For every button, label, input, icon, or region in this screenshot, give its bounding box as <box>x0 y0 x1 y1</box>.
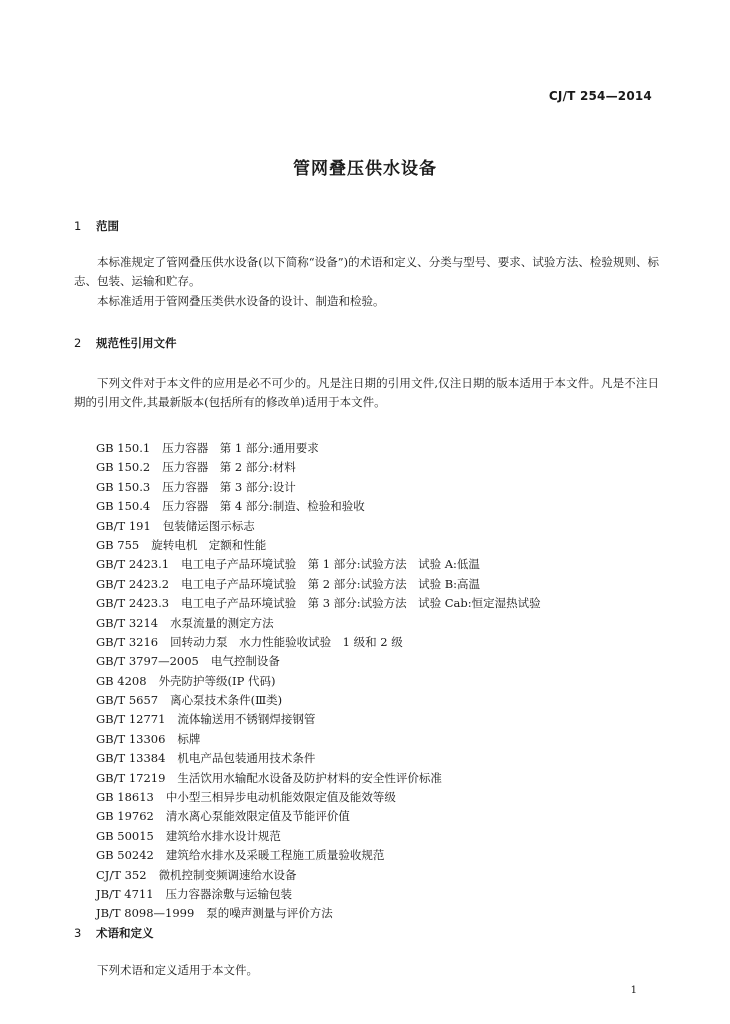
section-1-heading <box>74 218 119 234</box>
reference-code: GB/T 2423.3 <box>96 596 170 611</box>
reference-title: 外壳防护等级(IP 代码) <box>158 673 276 688</box>
reference-code: GB 755 <box>96 537 140 552</box>
reference-code: GB/T 5657 <box>96 693 159 708</box>
reference-title: 电工电子产品环境试验 第 3 部分:试验方法 试验 Cab:恒定湿热试验 <box>181 596 541 611</box>
reference-item <box>96 517 541 536</box>
section-title: 范围 <box>96 219 119 233</box>
reference-code: GB 50242 <box>96 848 154 863</box>
reference-code: GB 150.2 <box>96 460 151 475</box>
reference-code: GB 19762 <box>96 809 154 824</box>
reference-title: 离心泵技术条件(Ⅲ类) <box>170 693 283 708</box>
reference-code: JB/T 4711 <box>96 886 154 901</box>
reference-item <box>96 536 541 555</box>
reference-item <box>96 749 541 768</box>
reference-item <box>96 439 541 458</box>
reference-code: GB/T 12771 <box>96 712 166 727</box>
document-title: 管网叠压供水设备 <box>293 159 437 179</box>
section-2-heading <box>74 335 177 351</box>
reference-item <box>96 710 541 729</box>
section-title: 规范性引用文件 <box>96 336 177 350</box>
reference-item <box>96 652 541 671</box>
reference-code: JB/T 8098—1999 <box>96 906 195 921</box>
reference-title: 标牌 <box>177 731 201 746</box>
reference-title: 中小型三相异步电动机能效限定值及能效等级 <box>165 790 396 805</box>
reference-title: 电气控制设备 <box>210 654 280 669</box>
reference-title: 建筑给水排水及采暖工程施工质量验收规范 <box>165 848 385 863</box>
reference-item <box>96 827 541 846</box>
reference-code: GB/T 191 <box>96 518 151 533</box>
reference-list <box>96 439 541 924</box>
reference-item <box>96 478 541 497</box>
standard-code: CJ/T 254—2014 <box>548 89 652 103</box>
reference-code: GB/T 3214 <box>96 615 159 630</box>
reference-item <box>96 691 541 710</box>
section-number: 2 <box>74 336 82 350</box>
reference-code: GB 150.1 <box>96 441 151 455</box>
reference-title: 微机控制变频调速给水设备 <box>158 867 297 882</box>
reference-item <box>96 730 541 749</box>
reference-title: 电工电子产品环境试验 第 2 部分:试验方法 试验 B:高温 <box>181 576 481 591</box>
reference-code: GB 50015 <box>96 828 154 843</box>
reference-item <box>96 885 541 904</box>
reference-item <box>96 769 541 788</box>
reference-title: 回转动力泵 水力性能验收试验 1 级和 2 级 <box>170 634 403 649</box>
reference-title: 压力容器 第 4 部分:制造、检验和验收 <box>162 499 365 514</box>
section-2-intro: 下列文件对于本文件的应用是必不可少的。凡是注日期的引用文件,仅注日期的版本适用于本文件。凡是不注日期的引用文件,其最新版本(包括所有的修改单)适用于本文件。 <box>74 376 659 409</box>
reference-code: GB/T 2423.2 <box>96 576 170 591</box>
section-3-heading <box>74 925 154 941</box>
reference-title: 包装储运图示标志 <box>162 518 255 533</box>
section-3-intro: 下列术语和定义适用于本文件。 <box>97 963 258 977</box>
section-1-paragraph-2: 本标准适用于管网叠压类供水设备的设计、制造和检验。 <box>97 294 385 308</box>
reference-code: GB/T 3797—2005 <box>96 654 199 669</box>
reference-item <box>96 846 541 865</box>
reference-item <box>96 788 541 807</box>
reference-item <box>96 633 541 652</box>
section-title: 术语和定义 <box>96 926 154 940</box>
reference-title: 压力容器 第 3 部分:设计 <box>162 479 296 494</box>
reference-item <box>96 614 541 633</box>
reference-item <box>96 807 541 826</box>
reference-title: 旋转电机 定额和性能 <box>151 537 267 552</box>
reference-item <box>96 672 541 691</box>
reference-title: 清水离心泵能效限定值及节能评价值 <box>165 809 350 824</box>
reference-title: 建筑给水排水设计规范 <box>165 828 281 843</box>
reference-item <box>96 594 541 613</box>
page-number: 1 <box>630 985 637 996</box>
reference-item <box>96 575 541 594</box>
reference-title: 压力容器 第 1 部分:通用要求 <box>162 441 319 455</box>
reference-item <box>96 458 541 477</box>
reference-title: 压力容器涂敷与运输包装 <box>165 886 293 901</box>
reference-code: GB 150.3 <box>96 479 151 494</box>
reference-title: 压力容器 第 2 部分:材料 <box>162 460 296 475</box>
reference-item <box>96 497 541 516</box>
reference-title: 生活饮用水输配水设备及防护材料的安全性评价标准 <box>177 770 442 785</box>
reference-code: CJ/T 352 <box>96 867 147 882</box>
reference-item <box>96 866 541 885</box>
reference-code: GB/T 13384 <box>96 751 166 766</box>
section-number: 3 <box>74 926 82 940</box>
section-number: 1 <box>74 219 82 233</box>
reference-item <box>96 904 541 923</box>
reference-item <box>96 555 541 574</box>
reference-code: GB 4208 <box>96 673 147 688</box>
reference-code: GB/T 3216 <box>96 634 159 649</box>
reference-title: 水泵流量的测定方法 <box>170 615 274 630</box>
reference-code: GB 18613 <box>96 790 154 805</box>
reference-title: 流体输送用不锈钢焊接钢管 <box>177 712 316 727</box>
reference-code: GB/T 2423.1 <box>96 557 170 572</box>
reference-code: GB/T 13306 <box>96 731 166 746</box>
reference-title: 机电产品包装通用技术条件 <box>177 751 316 766</box>
reference-code: GB/T 17219 <box>96 770 166 785</box>
reference-code: GB 150.4 <box>96 499 151 514</box>
reference-title: 电工电子产品环境试验 第 1 部分:试验方法 试验 A:低温 <box>181 557 480 572</box>
reference-title: 泵的噪声测量与评价方法 <box>206 906 333 921</box>
section-1-paragraph-1: 本标准规定了管网叠压供水设备(以下简称“设备”)的术语和定义、分类与型号、要求、试验方法、检验规则、标志、包装、运输和贮存。 <box>74 255 659 288</box>
